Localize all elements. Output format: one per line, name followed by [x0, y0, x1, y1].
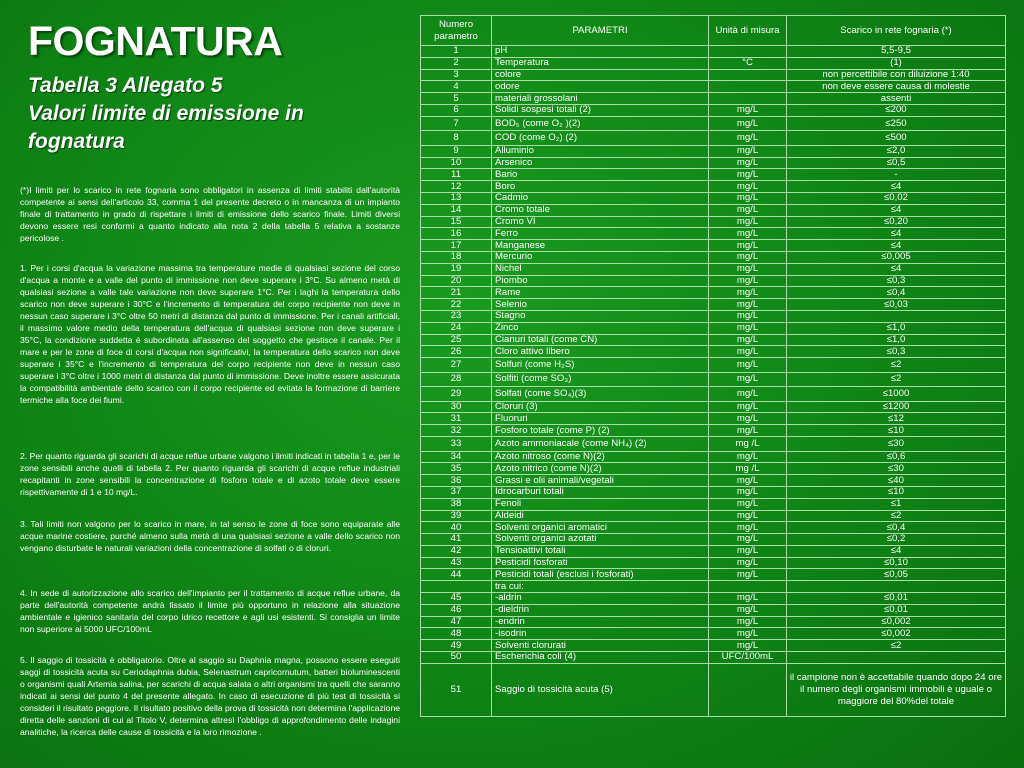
cell-number: 31 [421, 413, 492, 425]
cell-limit: ≤2 [787, 358, 1006, 373]
cell-number: 2 [421, 57, 492, 69]
cell-number: 36 [421, 475, 492, 487]
cell-unit: mg/L [709, 322, 787, 334]
cell-limit: ≤0,4 [787, 522, 1006, 534]
cell-unit: mg/L [709, 263, 787, 275]
cell-parameter: Alluminio [492, 145, 709, 157]
cell-unit: mg/L [709, 569, 787, 581]
cell-limit: ≤0,20 [787, 216, 1006, 228]
table-row [421, 604, 1006, 616]
table-row [421, 652, 1006, 664]
cell-unit: mg/L [709, 116, 787, 131]
cell-unit [709, 663, 787, 716]
cell-unit: mg/L [709, 181, 787, 193]
table-row [421, 275, 1006, 287]
cell-limit: ≤1,0 [787, 322, 1006, 334]
cell-number: 43 [421, 557, 492, 569]
cell-number: 40 [421, 522, 492, 534]
cell-limit: ≤0,002 [787, 628, 1006, 640]
subtitle-line-3: fognatura [28, 130, 125, 153]
cell-limit: ≤4 [787, 240, 1006, 252]
table-header-row [421, 16, 1006, 46]
cell-number: 27 [421, 358, 492, 373]
cell-limit: assenti [787, 93, 1006, 105]
cell-limit: ≤0,4 [787, 287, 1006, 299]
subtitle-line-1: Tabella 3 Allegato 5 [28, 74, 223, 97]
cell-number: 4 [421, 81, 492, 93]
cell-number: 46 [421, 604, 492, 616]
cell-number: 22 [421, 299, 492, 311]
cell-number: 7 [421, 116, 492, 131]
cell-limit: ≤1 [787, 498, 1006, 510]
table-row [421, 145, 1006, 157]
cell-limit: non deve essere causa di molestie [787, 81, 1006, 93]
cell-limit: ≤4 [787, 228, 1006, 240]
header-sewer-discharge-limit: Scarico in rete fognaria (*) [787, 16, 1006, 46]
cell-unit: mg/L [709, 334, 787, 346]
cell-limit [787, 310, 1006, 322]
table-row [421, 358, 1006, 373]
table-row [421, 310, 1006, 322]
table-row [421, 475, 1006, 487]
cell-parameter: odore [492, 81, 709, 93]
cell-number: 45 [421, 593, 492, 605]
cell-limit: ≤2,0 [787, 145, 1006, 157]
cell-limit: ≤0,3 [787, 346, 1006, 358]
header-parameters: PARAMETRI [492, 16, 709, 46]
cell-number: 21 [421, 287, 492, 299]
table-row [421, 334, 1006, 346]
cell-unit: mg/L [709, 358, 787, 373]
cell-parameter: Solventi organici aromatici [492, 522, 709, 534]
table-row [421, 534, 1006, 546]
table-row [421, 157, 1006, 169]
cell-parameter: Mercurio [492, 251, 709, 263]
cell-parameter: Azoto ammoniacale (come NH₄) (2) [492, 437, 709, 452]
table-row [421, 69, 1006, 81]
cell-parameter: Fluoruri [492, 413, 709, 425]
cell-number: 33 [421, 437, 492, 452]
cell-number: 8 [421, 131, 492, 146]
cell-limit: ≤0,005 [787, 251, 1006, 263]
cell-unit: mg/L [709, 346, 787, 358]
table-row [421, 616, 1006, 628]
note-5-toxicity: 5. Il saggio di tossicità è obbligatorio. Oltre al saggio su Daphnia magna, possono essere eseguiti saggi di tossicità acuta su Ceriodaphnia dubia, Selenastrum capricornutum, batteri bioluminescenti o organismi quali Artemia salina, per scarichi di acqua salata o altri organismi tra quelli che saranno indicati ai sensi del punto 4 del presente allegato. In caso di esecuzione di più test di tossicità si consideri il risultato peggiore. Il risultato positivo della prova di tossicità non determina l'applicazione diretta delle sanzioni di cui al Titolo V, determina altresì l'obbligo di approfondimento delle indagini analitiche, la ricerca delle cause di tossicità e la loro rimozione . [20, 655, 400, 737]
cell-number: 50 [421, 652, 492, 664]
cell-parameter: colore [492, 69, 709, 81]
cell-number: 29 [421, 387, 492, 402]
cell-limit: ≤4 [787, 545, 1006, 557]
cell-limit: ≤0,01 [787, 593, 1006, 605]
cell-unit: mg/L [709, 640, 787, 652]
table-row [421, 372, 1006, 387]
cell-number: 44 [421, 569, 492, 581]
cell-parameter: Rame [492, 287, 709, 299]
subtitle-line-2: Valori limite di emissione in [28, 102, 304, 125]
table-row [421, 628, 1006, 640]
note-4-authorization: 4. In sede di autorizzazione allo scarico dell'impianto per il trattamento di acque reflue urbane, da parte dell'autorità competente andrà fissato il limite più opportuno in relazione alla situazione ambientale e igienico sanitaria del corpo idrico recettore e agli usi esistenti. Si consiglia un limite non superiore ai 5000 UFC/100mL [20, 588, 400, 634]
cell-number: 32 [421, 425, 492, 437]
cell-limit [787, 652, 1006, 664]
cell-parameter: Bario [492, 169, 709, 181]
cell-number [421, 581, 492, 593]
cell-unit: mg/L [709, 401, 787, 413]
cell-number: 24 [421, 322, 492, 334]
cell-limit: - [787, 169, 1006, 181]
cell-parameter: Cloruri (3) [492, 401, 709, 413]
cell-parameter: -dieldrin [492, 604, 709, 616]
cell-unit: mg/L [709, 628, 787, 640]
table-row [421, 322, 1006, 334]
cell-limit: ≤1200 [787, 401, 1006, 413]
cell-unit: mg/L [709, 451, 787, 463]
cell-unit: mg/L [709, 275, 787, 287]
cell-limit: ≤0,01 [787, 604, 1006, 616]
cell-parameter: Fenoli [492, 498, 709, 510]
cell-unit: mg/L [709, 204, 787, 216]
cell-unit: mg/L [709, 251, 787, 263]
cell-limit: ≤0,5 [787, 157, 1006, 169]
header-unit: Unità di misura [709, 16, 787, 46]
cell-parameter: Ferro [492, 228, 709, 240]
cell-limit: ≤12 [787, 413, 1006, 425]
cell-parameter: Escherichia coli (4) [492, 652, 709, 664]
cell-limit: (1) [787, 57, 1006, 69]
cell-number: 38 [421, 498, 492, 510]
cell-limit: ≤2 [787, 640, 1006, 652]
cell-number: 20 [421, 275, 492, 287]
table-row [421, 522, 1006, 534]
cell-limit: ≤2 [787, 372, 1006, 387]
table-row [421, 486, 1006, 498]
table-row [421, 569, 1006, 581]
cell-number: 9 [421, 145, 492, 157]
cell-limit: ≤40 [787, 475, 1006, 487]
cell-limit: ≤1,0 [787, 334, 1006, 346]
table-row [421, 346, 1006, 358]
cell-parameter: Grassi e olii animali/vegetali [492, 475, 709, 487]
cell-parameter: Piombo [492, 275, 709, 287]
cell-unit [709, 581, 787, 593]
cell-limit: ≤2 [787, 510, 1006, 522]
cell-parameter: Zinco [492, 322, 709, 334]
note-1-temperature: 1. Per i corsi d'acqua la variazione massima tra temperature medie di qualsiasi sezione del corso d'acqua a monte e a valle del punto di immissione non deve superare i 3°C. Su almeno metà di qualsiasi sezione a valle tale variazione non deve superare 1°C. Per i laghi la temperatura dello scarico non deve superare i 30°C e l'incremento di temperatura del corpo recipiente non deve in nessun caso superare i 3°C oltre 50 metri di distanza dal punto di immissione. Per i canali artificiali, il massimo valore medio della temperatura dell'acqua di qualsiasi sezione non deve superare i 35°C, la condizione suddetta è subordinata all'assenso del soggetto che gestisce il canale. Per il mare e per le zone di foce di corsi d'acqua non significativi, la temperatura dello scarico non deve superare i 35°C e l'incremento di temperatura del corpo recipiente non deve in nessun caso superare i 3°C oltre i 1000 metri di distanza dal punto di immissione. Deve inoltre essere assicurata la compatibilità ambientale dello scarico con il corpo recipiente ed evitata la formazione di barriere termiche alla foce dei fiumi. [20, 263, 400, 405]
table-row [421, 81, 1006, 93]
cell-limit: ≤0,002 [787, 616, 1006, 628]
cell-unit: mg/L [709, 387, 787, 402]
cell-number: 23 [421, 310, 492, 322]
cell-number: 10 [421, 157, 492, 169]
cell-parameter: -endrin [492, 616, 709, 628]
cell-number: 48 [421, 628, 492, 640]
cell-unit [709, 46, 787, 58]
cell-number: 26 [421, 346, 492, 358]
cell-limit: ≤200 [787, 104, 1006, 116]
cell-unit: mg/L [709, 310, 787, 322]
cell-unit: mg/L [709, 522, 787, 534]
cell-unit: mg/L [709, 593, 787, 605]
cell-unit: mg/L [709, 372, 787, 387]
header-parameter-number: Numero parametro [421, 16, 492, 46]
cell-parameter: Pesticidi fosforati [492, 557, 709, 569]
cell-parameter: Cadmio [492, 192, 709, 204]
cell-parameter: Cianuri totali (come CN) [492, 334, 709, 346]
cell-limit [787, 581, 1006, 593]
cell-number: 25 [421, 334, 492, 346]
table-row [421, 104, 1006, 116]
note-2-urban-wastewater: 2. Per quanto riguarda gli scarichi di acque reflue urbane valgono i limiti indicati in tabella 1 e, per le zone sensibili anche quelli di tabella 2. Per quanto riguarda gli scarichi di acque reflue industriali recapitanti in zone sensibili la concentrazione di fosforo totale e di azoto totale deve essere rispettivamente di 1 e 10 mg/L. [20, 451, 400, 497]
cell-parameter: BOD₅ (come O₂ )(2) [492, 116, 709, 131]
table-row [421, 181, 1006, 193]
table-row [421, 46, 1006, 58]
cell-parameter: Nichel [492, 263, 709, 275]
cell-limit: non percettibile con diluizione 1:40 [787, 69, 1006, 81]
cell-parameter: Boro [492, 181, 709, 193]
cell-parameter: Cromo totale [492, 204, 709, 216]
cell-limit: ≤500 [787, 131, 1006, 146]
cell-parameter: Aldeidi [492, 510, 709, 522]
cell-limit: ≤4 [787, 263, 1006, 275]
cell-number: 39 [421, 510, 492, 522]
note-3-sea-discharge: 3. Tali limiti non valgono per lo scarico in mare, in tal senso le zone di foce sono equiparate alle acque marine costiere, purché almeno sulla metà di una qualsiasi sezione a valle dello scarico non vengano disturbate le naturali variazioni della concentrazione di solfati o di cloruri. [20, 519, 400, 553]
table-row [421, 640, 1006, 652]
cell-unit: mg/L [709, 557, 787, 569]
cell-number: 41 [421, 534, 492, 546]
table-row [421, 251, 1006, 263]
cell-number: 14 [421, 204, 492, 216]
cell-unit: mg /L [709, 463, 787, 475]
table-row [421, 498, 1006, 510]
cell-parameter: Solfati (come SO₄)(3) [492, 387, 709, 402]
cell-unit: mg/L [709, 475, 787, 487]
cell-unit [709, 81, 787, 93]
table-row [421, 425, 1006, 437]
table-row [421, 263, 1006, 275]
cell-number: 30 [421, 401, 492, 413]
cell-number: 49 [421, 640, 492, 652]
cell-unit: mg/L [709, 486, 787, 498]
cell-parameter: pH [492, 46, 709, 58]
cell-number: 15 [421, 216, 492, 228]
table-body [421, 46, 1006, 717]
cell-number: 16 [421, 228, 492, 240]
table-row [421, 216, 1006, 228]
cell-parameter: tra cui: [492, 581, 709, 593]
table-row [421, 401, 1006, 413]
table-row [421, 557, 1006, 569]
cell-parameter: -aldrin [492, 593, 709, 605]
cell-unit: mg /L [709, 437, 787, 452]
table-row [421, 581, 1006, 593]
cell-number: 51 [421, 663, 492, 716]
cell-unit: mg/L [709, 240, 787, 252]
cell-limit: ≤10 [787, 486, 1006, 498]
cell-limit: il campione non è accettabile quando dopo 24 ore il numero degli organismi immobili è uguale o maggiore del 80%del totale [787, 663, 1006, 716]
table-row [421, 287, 1006, 299]
cell-number: 35 [421, 463, 492, 475]
cell-parameter: Azoto nitroso (come N)(2) [492, 451, 709, 463]
cell-limit: 5,5-9,5 [787, 46, 1006, 58]
cell-parameter: Solventi clorurati [492, 640, 709, 652]
table-row [421, 131, 1006, 146]
cell-parameter: Fosforo totale (come P) (2) [492, 425, 709, 437]
cell-limit: ≤0,05 [787, 569, 1006, 581]
cell-unit [709, 69, 787, 81]
cell-unit: mg/L [709, 510, 787, 522]
cell-unit: mg/L [709, 498, 787, 510]
cell-number: 28 [421, 372, 492, 387]
cell-number: 13 [421, 192, 492, 204]
cell-unit: mg/L [709, 616, 787, 628]
table-row [421, 240, 1006, 252]
cell-number: 5 [421, 93, 492, 105]
table-row [421, 663, 1006, 716]
cell-parameter: Manganese [492, 240, 709, 252]
cell-parameter: Arsenico [492, 157, 709, 169]
cell-parameter: Solidi sospesi totali (2) [492, 104, 709, 116]
table-row [421, 451, 1006, 463]
cell-limit: ≤30 [787, 437, 1006, 452]
cell-number: 19 [421, 263, 492, 275]
cell-parameter: COD (come O₂) (2) [492, 131, 709, 146]
cell-number: 34 [421, 451, 492, 463]
cell-limit: ≤0,03 [787, 299, 1006, 311]
cell-number: 18 [421, 251, 492, 263]
cell-parameter: materiali grossolani [492, 93, 709, 105]
table-row [421, 545, 1006, 557]
cell-number: 11 [421, 169, 492, 181]
note-general: (*)I limiti per lo scarico in rete fognaria sono obbligatori in assenza di limiti stabiliti dall'autorità competente ai sensi dell'articolo 33, comma 1 del presente decreto o in mancanza di un impianto finale di trattamento in grado di rispettare i limiti di emissione dello scarico finale. Limiti diversi devono essere resi conformi a quanto indicato alla nota 2 della tabella 5 relativa a sostanze pericolose . [20, 185, 400, 243]
table-row [421, 57, 1006, 69]
cell-limit: ≤250 [787, 116, 1006, 131]
table-row [421, 228, 1006, 240]
cell-limit: ≤1000 [787, 387, 1006, 402]
cell-number: 47 [421, 616, 492, 628]
cell-unit: mg/L [709, 145, 787, 157]
cell-unit: mg/L [709, 169, 787, 181]
table-row [421, 593, 1006, 605]
cell-limit: ≤30 [787, 463, 1006, 475]
cell-limit: ≤4 [787, 181, 1006, 193]
table-row [421, 437, 1006, 452]
cell-unit: mg/L [709, 228, 787, 240]
cell-parameter: Solfiti (come SO₃) [492, 372, 709, 387]
cell-unit: mg/L [709, 534, 787, 546]
cell-unit: mg/L [709, 157, 787, 169]
table-row [421, 463, 1006, 475]
cell-unit: mg/L [709, 299, 787, 311]
cell-parameter: Azoto nitrico (come N)(2) [492, 463, 709, 475]
parameters-table [420, 15, 1006, 717]
cell-limit: ≤10 [787, 425, 1006, 437]
cell-parameter: Cloro attivo libero [492, 346, 709, 358]
cell-unit: mg/L [709, 425, 787, 437]
cell-limit: ≤0,3 [787, 275, 1006, 287]
cell-unit: UFC/100mL [709, 652, 787, 664]
cell-number: 17 [421, 240, 492, 252]
page-title: FOGNATURA [28, 18, 283, 64]
cell-limit: ≤0,10 [787, 557, 1006, 569]
cell-unit: mg/L [709, 104, 787, 116]
cell-number: 6 [421, 104, 492, 116]
cell-number: 42 [421, 545, 492, 557]
cell-unit: mg/L [709, 413, 787, 425]
cell-unit: mg/L [709, 545, 787, 557]
table-row [421, 169, 1006, 181]
cell-parameter: Temperatura [492, 57, 709, 69]
cell-parameter: Solfuri (come H₂S) [492, 358, 709, 373]
cell-number: 37 [421, 486, 492, 498]
cell-parameter: Stagno [492, 310, 709, 322]
cell-parameter: Idrocarburi totali [492, 486, 709, 498]
cell-limit: ≤0,2 [787, 534, 1006, 546]
cell-number: 1 [421, 46, 492, 58]
cell-unit: mg/L [709, 216, 787, 228]
cell-unit [709, 93, 787, 105]
table-row [421, 510, 1006, 522]
cell-parameter: Pesticidi totali (esclusi i fosforati) [492, 569, 709, 581]
table-row [421, 116, 1006, 131]
cell-parameter: Tensioattivi totali [492, 545, 709, 557]
table-row [421, 413, 1006, 425]
cell-parameter: Solventi organici azotati [492, 534, 709, 546]
cell-limit: ≤0,02 [787, 192, 1006, 204]
cell-parameter: Selenio [492, 299, 709, 311]
table-row [421, 204, 1006, 216]
cell-unit: mg/L [709, 131, 787, 146]
cell-parameter: Cromo VI [492, 216, 709, 228]
cell-unit: mg/L [709, 192, 787, 204]
cell-limit: ≤0,6 [787, 451, 1006, 463]
table-row [421, 192, 1006, 204]
table-row [421, 387, 1006, 402]
cell-number: 3 [421, 69, 492, 81]
table-row [421, 93, 1006, 105]
cell-unit: °C [709, 57, 787, 69]
table-row [421, 299, 1006, 311]
cell-parameter: -isodrin [492, 628, 709, 640]
cell-number: 12 [421, 181, 492, 193]
cell-parameter: Saggio di tossicità acuta (5) [492, 663, 709, 716]
cell-unit: mg/L [709, 287, 787, 299]
cell-unit: mg/L [709, 604, 787, 616]
cell-limit: ≤4 [787, 204, 1006, 216]
